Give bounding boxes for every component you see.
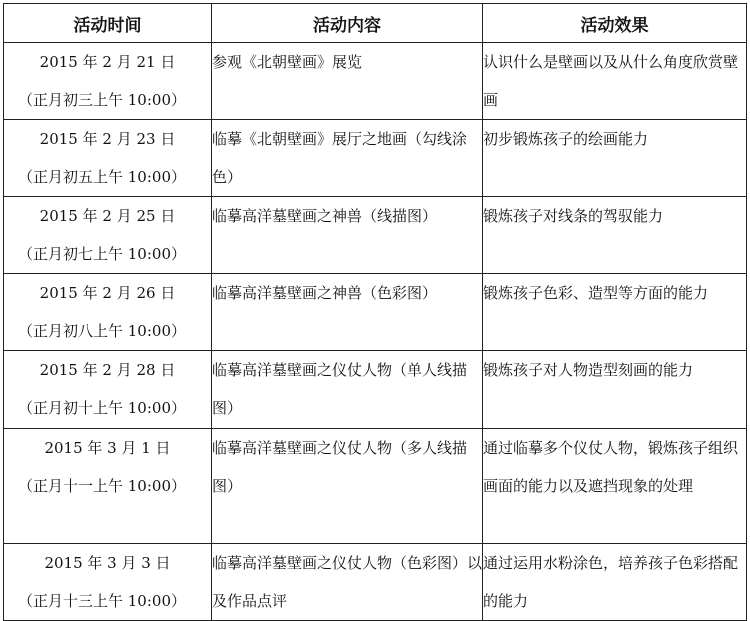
date-cell (4, 197, 212, 274)
activity-content: 临摹《北朝壁画》展厅之地画（勾线涂色） (212, 130, 468, 186)
activity-date: 2015 年 2 月 21 日 (39, 53, 176, 71)
content-cell (212, 120, 483, 197)
activity-effect: 通过运用水粉涂色，培养孩子色彩搭配的能力 (483, 554, 739, 610)
activity-date: 2015 年 2 月 23 日 (39, 130, 176, 148)
activity-effect: 初步锻炼孩子的绘画能力 (483, 130, 649, 148)
table-row (4, 544, 747, 621)
activity-effect: 锻炼孩子色彩、造型等方面的能力 (483, 284, 709, 302)
header-activity-effect: 活动效果 (483, 4, 747, 43)
activity-content: 参观《北朝壁画》展览 (212, 53, 363, 71)
date-cell (4, 43, 212, 120)
activity-time: （正月初七上午 10:00） (18, 245, 186, 263)
activity-date: 2015 年 3 月 1 日 (44, 439, 171, 457)
activity-time: （正月初十上午 10:00） (18, 399, 186, 417)
date-cell (4, 274, 212, 351)
activity-time: （正月十一上午 10:00） (18, 477, 186, 495)
activity-time: （正月初五上午 10:00） (18, 168, 186, 186)
activity-time: （正月初三上午 10:00） (18, 91, 186, 109)
activity-time: （正月初八上午 10:00） (18, 322, 186, 340)
activity-content: 临摹高洋墓壁画之神兽（线描图） (212, 207, 438, 225)
activity-date: 2015 年 2 月 26 日 (39, 284, 176, 302)
date-cell (4, 351, 212, 429)
effect-cell (483, 43, 747, 120)
activity-content: 临摹高洋墓壁画之仪仗人物（单人线描图） (212, 361, 468, 417)
content-cell (212, 351, 483, 429)
effect-cell (483, 274, 747, 351)
effect-cell (483, 351, 747, 429)
effect-cell (483, 429, 747, 544)
table-row (4, 197, 747, 274)
date-cell (4, 429, 212, 544)
activity-content: 临摹高洋墓壁画之神兽（色彩图） (212, 284, 438, 302)
content-cell (212, 197, 483, 274)
activity-date: 2015 年 2 月 28 日 (39, 361, 176, 379)
content-cell (212, 544, 483, 621)
effect-cell (483, 120, 747, 197)
effect-cell (483, 544, 747, 621)
content-cell (212, 274, 483, 351)
table-row (4, 429, 747, 544)
activity-effect: 锻炼孩子对人物造型刻画的能力 (483, 361, 694, 379)
activity-date: 2015 年 3 月 3 日 (44, 554, 171, 572)
activity-schedule-table (3, 3, 747, 621)
content-cell (212, 43, 483, 120)
table-header-row (4, 4, 747, 43)
activity-effect: 认识什么是壁画以及从什么角度欣赏壁画 (483, 53, 739, 109)
date-cell (4, 120, 212, 197)
activity-time: （正月十三上午 10:00） (18, 592, 186, 610)
header-activity-content: 活动内容 (212, 4, 483, 43)
content-cell (212, 429, 483, 544)
table-row (4, 274, 747, 351)
table-row (4, 43, 747, 120)
activity-date: 2015 年 2 月 25 日 (39, 207, 176, 225)
activity-content: 临摹高洋墓壁画之仪仗人物（色彩图）以及作品点评 (212, 554, 483, 610)
activity-effect: 通过临摹多个仪仗人物，锻炼孩子组织画面的能力以及遮挡现象的处理 (483, 439, 739, 495)
date-cell (4, 544, 212, 621)
activity-effect: 锻炼孩子对线条的驾驭能力 (483, 207, 664, 225)
header-activity-time: 活动时间 (4, 4, 212, 43)
effect-cell (483, 197, 747, 274)
activity-content: 临摹高洋墓壁画之仪仗人物（多人线描图） (212, 439, 468, 495)
table-row (4, 120, 747, 197)
table-row (4, 351, 747, 429)
